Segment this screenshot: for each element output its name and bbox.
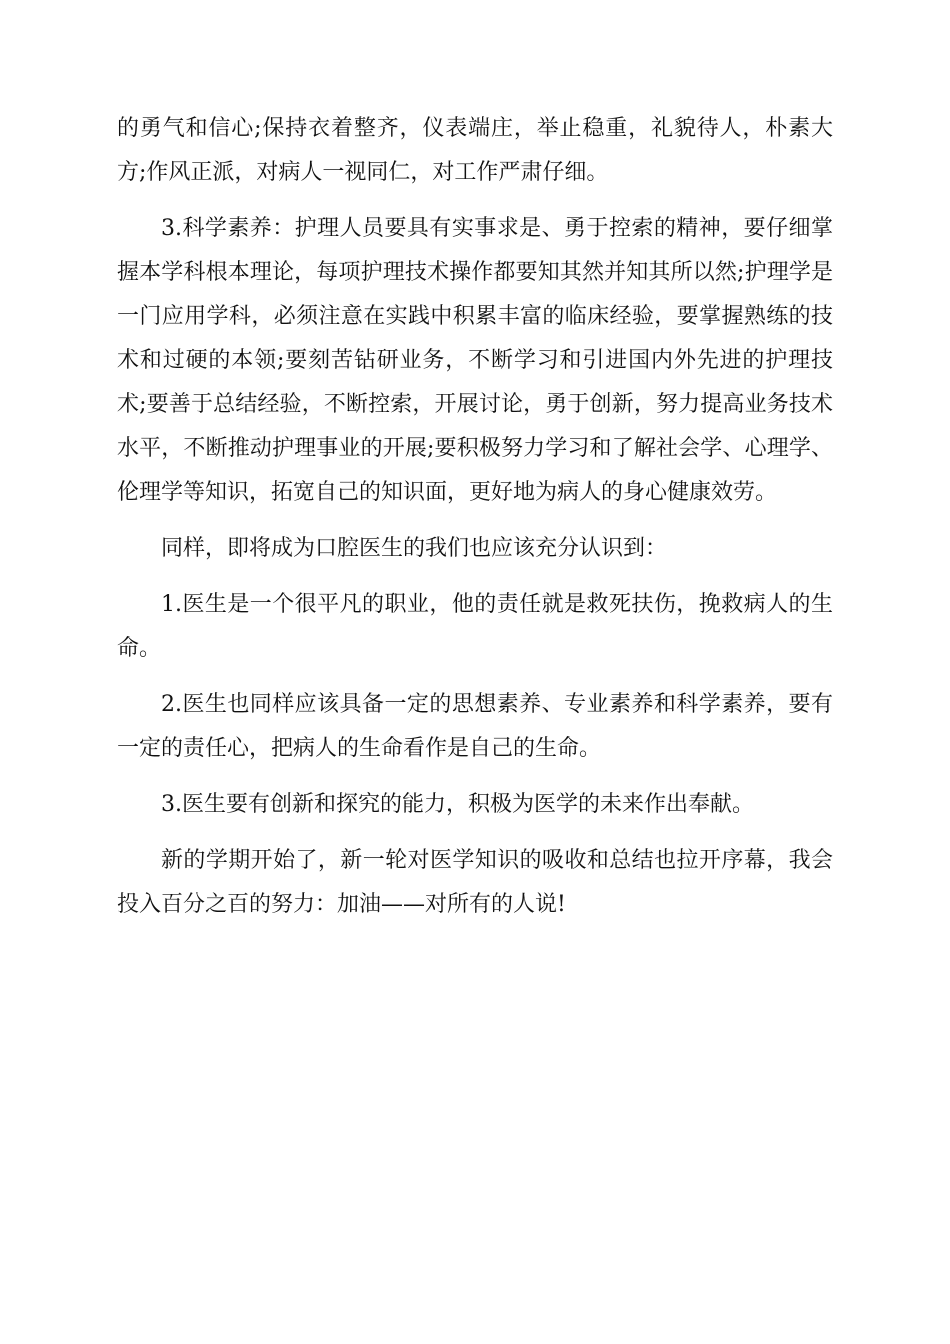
paragraph-conclusion: 新的学期开始了，新一轮对医学知识的吸收和总结也拉开序幕，我会投入百分之百的努力：加油——对所有的人说! xyxy=(117,848,833,917)
paragraph-point-3: 3.医生要有创新和探究的能力，积极为医学的未来作出奉献。 xyxy=(161,792,754,817)
document-body xyxy=(117,107,833,939)
paragraph-science-literacy: 3.科学素养：护理人员要具有实事求是、勇于控索的精神，要仔细掌握本学科根本理论，每项护理技术操作都要知其然并知其所以然;护理学是一门应用学科，必须注意在实践中积累丰富的临床经验，要掌握熟练的技术和过硬的本领;要刻苦钻研业务，不断学习和引进国内外先进的护理技术;要善于总结经验，不断控索，开展讨论，勇于创新，努力提高业务技术水平，不断推动护理事业的开展;要积极努力学习和了解社会学、心理学、伦理学等知识，拓宽自己的知识面，更好地为病人的身心健康效劳。 xyxy=(117,216,833,505)
paragraph-continuation: 的勇气和信心;保持衣着整齐，仪表端庄，举止稳重，礼貌待人，朴素大方;作风正派，对病人一视同仁，对工作严肃仔细。 xyxy=(117,116,833,185)
paragraph-point-1: 1.医生是一个很平凡的职业，他的责任就是救死扶伤，挽救病人的生命。 xyxy=(117,592,833,661)
paragraph-point-2: 2.医生也同样应该具备一定的思想素养、专业素养和科学素养，要有一定的责任心，把病人的生命看作是自己的生命。 xyxy=(117,692,833,761)
paragraph-dental-doctor-intro: 同样，即将成为口腔医生的我们也应该充分认识到： xyxy=(161,536,668,561)
